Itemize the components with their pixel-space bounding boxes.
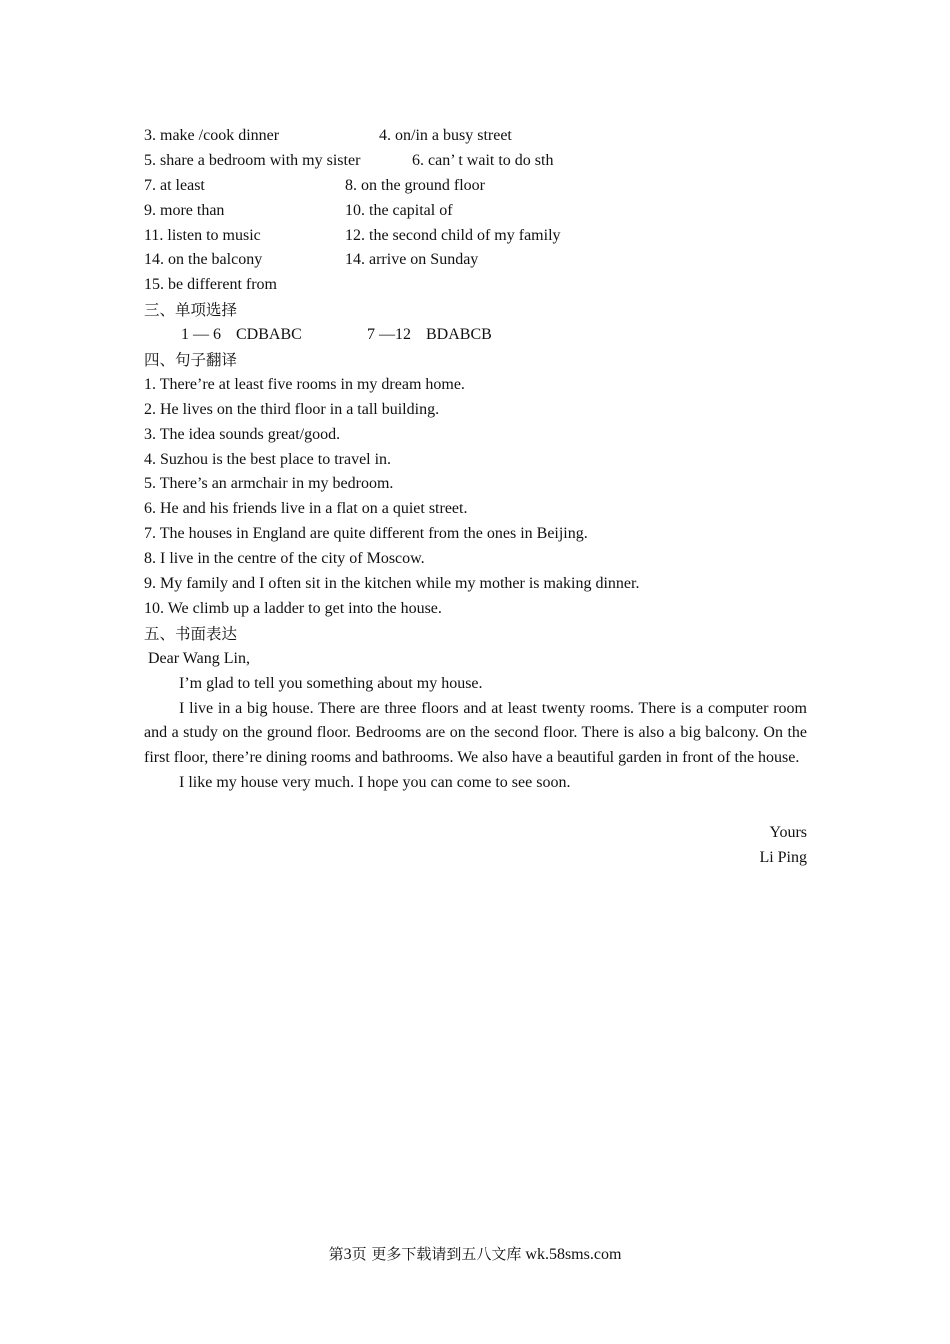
letter-paragraph: I like my house very much. I hope you can come to see soon. <box>179 774 571 792</box>
phrase-row <box>144 149 807 174</box>
phrase-right: 8. on the ground floor <box>345 176 485 194</box>
multiple-choice-answers <box>144 323 807 348</box>
page-footer <box>0 1243 950 1264</box>
phrase-left: 14. on the balcony <box>144 251 263 269</box>
phrase-right: 12. the second child of my family <box>345 226 561 244</box>
translation-sentence: 10. We climb up a ladder to get into the house. <box>144 599 442 617</box>
spacer <box>144 796 807 821</box>
section-heading-translation: 四、句子翻译 <box>144 351 238 370</box>
section-heading-writing: 五、书面表达 <box>144 624 238 643</box>
phrase-row <box>144 174 807 199</box>
phrase-left: 7. at least <box>144 176 205 194</box>
phrase-left: 5. share a bedroom with my sister <box>144 151 361 169</box>
phrase-right: 10. the capital of <box>345 201 453 219</box>
phrase-right: 14. arrive on Sunday <box>345 251 479 269</box>
letter-closing: Yours <box>769 824 807 842</box>
letter-paragraph: I live in a big house. There are three floors and at least twenty rooms. There is a computer room and a study on the ground floor. Bedrooms are on the second floor. There is also a big balcony. On the first floor, there’re dining rooms and bathrooms. We also have a beautiful garden in front of the house. <box>144 699 807 767</box>
phrase-row <box>144 248 807 273</box>
answer-range-2: 7 —12 <box>367 326 411 344</box>
translation-sentence: 2. He lives on the third floor in a tall building. <box>144 400 440 418</box>
answer-range-1: 1 — 6 <box>181 326 221 344</box>
answer-key-1: CDBABC <box>236 326 302 344</box>
phrase-row <box>144 199 807 224</box>
translation-sentence: 7. The houses in England are quite different from the ones in Beijing. <box>144 525 588 543</box>
translation-sentence: 9. My family and I often sit in the kitchen while my mother is making dinner. <box>144 575 640 593</box>
phrase-left: 11. listen to music <box>144 226 261 244</box>
translation-sentence: 4. Suzhou is the best place to travel in. <box>144 450 392 468</box>
translation-sentence: 5. There’s an armchair in my bedroom. <box>144 475 394 493</box>
phrase-row <box>144 224 807 249</box>
translation-sentence: 3. The idea sounds great/good. <box>144 425 341 443</box>
answer-key-2: BDABCB <box>426 326 492 344</box>
phrase-left: 3. make /cook dinner <box>144 127 280 144</box>
letter-signature: Li Ping <box>759 848 807 866</box>
answer-content <box>144 124 807 871</box>
translation-sentence: 6. He and his friends live in a flat on a quiet street. <box>144 500 468 518</box>
phrase-row <box>144 124 807 149</box>
letter-greeting: Dear Wang Lin, <box>148 649 250 667</box>
phrase-right: 6. can’ t wait to do sth <box>412 151 554 169</box>
letter-paragraph: I’m glad to tell you something about my house. <box>179 674 483 692</box>
footer-prefix: 第 <box>328 1245 344 1263</box>
phrase-right: 4. on/in a busy street <box>379 127 512 144</box>
footer-text: 页 更多下载请到五八文库 <box>351 1245 522 1263</box>
translation-sentence: 1. There’re at least five rooms in my dream home. <box>144 375 465 393</box>
footer-site-link[interactable]: wk.58sms.com <box>525 1246 622 1263</box>
phrase-row <box>144 273 807 298</box>
translation-sentence: 8. I live in the centre of the city of Moscow. <box>144 550 425 568</box>
phrase-left: 9. more than <box>144 201 225 219</box>
section-heading-multiple-choice: 三、单项选择 <box>144 301 238 320</box>
phrase-left: 15. be different from <box>144 276 277 294</box>
footer-page-number: 3 <box>343 1246 352 1263</box>
